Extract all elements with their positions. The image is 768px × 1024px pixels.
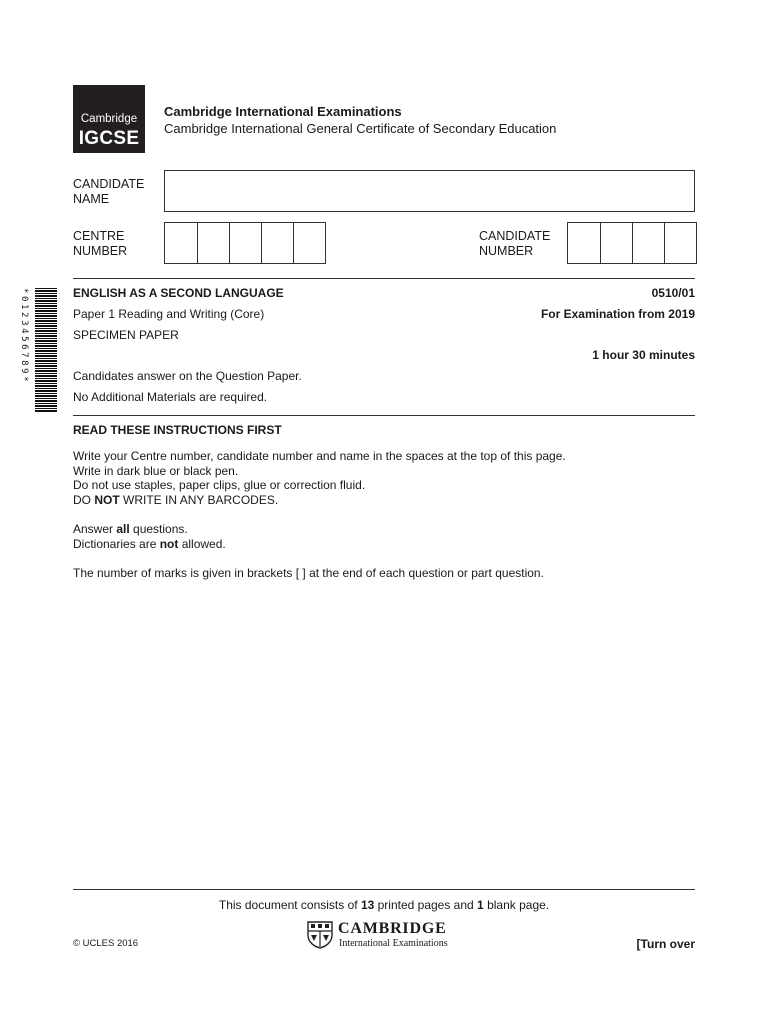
paper-title: Paper 1 Reading and Writing (Core) [73, 307, 265, 321]
marks-instruction: The number of marks is given in brackets [ ] at the end of each question or part question. [73, 566, 544, 580]
candidate-number-label-line1: CANDIDATE [479, 229, 551, 243]
centre-number-cell[interactable] [165, 223, 197, 263]
instructions-block-1 [73, 449, 566, 507]
candidate-number-cell[interactable] [568, 223, 600, 263]
duration: 1 hour 30 minutes [592, 348, 695, 362]
subject-title: ENGLISH AS A SECOND LANGUAGE [73, 286, 284, 300]
divider-line [73, 415, 695, 416]
instruction-text: Answer [73, 522, 117, 536]
instruction-line [73, 522, 226, 537]
logo-top-word: Cambridge [80, 113, 138, 125]
instruction-text: Dictionaries are [73, 536, 160, 551]
instruction-line: Write your Centre number, candidate number and name in the spaces at the top of this page. [73, 449, 566, 463]
copyright: © UCLES 2016 [73, 938, 139, 949]
instruction-line [73, 493, 566, 508]
instruction-text: allowed. [178, 536, 226, 551]
instructions-block-2 [73, 522, 226, 551]
instructions-heading: READ THESE INSTRUCTIONS FIRST [73, 423, 282, 437]
materials-text: No Additional Materials are required. [73, 390, 268, 404]
centre-number-label-line2: NUMBER [73, 244, 128, 258]
candidate-number-label-line2: NUMBER [479, 244, 534, 258]
specimen-label: SPECIMEN PAPER [73, 328, 179, 342]
cambridge-brand: CAMBRIDGE [338, 920, 447, 937]
footer-divider [73, 889, 695, 890]
centre-number-cell[interactable] [261, 223, 293, 263]
centre-number-label [73, 229, 127, 259]
centre-number-cell[interactable] [197, 223, 229, 263]
printed-pages-count: 13 [360, 898, 375, 912]
instruction-line: Do not use staples, paper clips, glue or correction fluid. [73, 478, 366, 493]
centre-number-label-line1: CENTRE [73, 229, 125, 243]
logo-bottom-word: IGCSE [78, 128, 140, 149]
exam-from: For Examination from 2019 [540, 307, 695, 321]
instruction-emphasis: not [159, 536, 179, 551]
instruction-emphasis: all [116, 522, 130, 536]
centre-number-cell[interactable] [229, 223, 261, 263]
candidate-name-label [73, 177, 144, 207]
instruction-text: DO [73, 492, 95, 507]
qualification-title: Cambridge International General Certificate of Secondary Education [164, 121, 557, 136]
turn-over: [Turn over [636, 937, 695, 951]
candidate-name-label-line1: CANDIDATE [73, 177, 145, 191]
candidate-name-label-line2: NAME [73, 192, 110, 206]
candidate-number-cell[interactable] [632, 223, 664, 263]
blank-pages-count: 1 [477, 898, 484, 912]
divider-line [73, 278, 695, 279]
page-count-part: This document consists of [218, 898, 361, 912]
instruction-text: questions. [129, 522, 188, 536]
barcode-image [35, 288, 57, 412]
page-count-part: printed pages and [374, 898, 478, 912]
answer-on-text: Candidates answer on the Question Paper. [73, 369, 302, 383]
centre-number-cell[interactable] [293, 223, 325, 263]
instruction-emphasis: NOT [94, 492, 120, 507]
candidate-number-boxes[interactable] [567, 222, 697, 264]
page-count-text [0, 898, 768, 912]
candidate-number-cell[interactable] [600, 223, 632, 263]
candidate-name-box[interactable] [164, 170, 695, 212]
centre-number-boxes[interactable] [164, 222, 326, 264]
instruction-line [73, 537, 226, 552]
candidate-number-label [479, 229, 550, 259]
cambridge-brand-sub: International Examinations [339, 938, 448, 949]
candidate-number-cell[interactable] [664, 223, 696, 263]
cambridge-crest-icon [307, 921, 333, 949]
instruction-text: WRITE IN ANY BARCODES. [119, 492, 279, 507]
cambridge-igcse-logo [73, 85, 145, 153]
paper-code: 0510/01 [651, 286, 695, 300]
exam-board-title: Cambridge International Examinations [164, 104, 402, 119]
barcode-text: *0123456789* [19, 288, 29, 385]
page-count-part: blank page. [483, 898, 550, 912]
instruction-line: Write in dark blue or black pen. [73, 463, 239, 478]
